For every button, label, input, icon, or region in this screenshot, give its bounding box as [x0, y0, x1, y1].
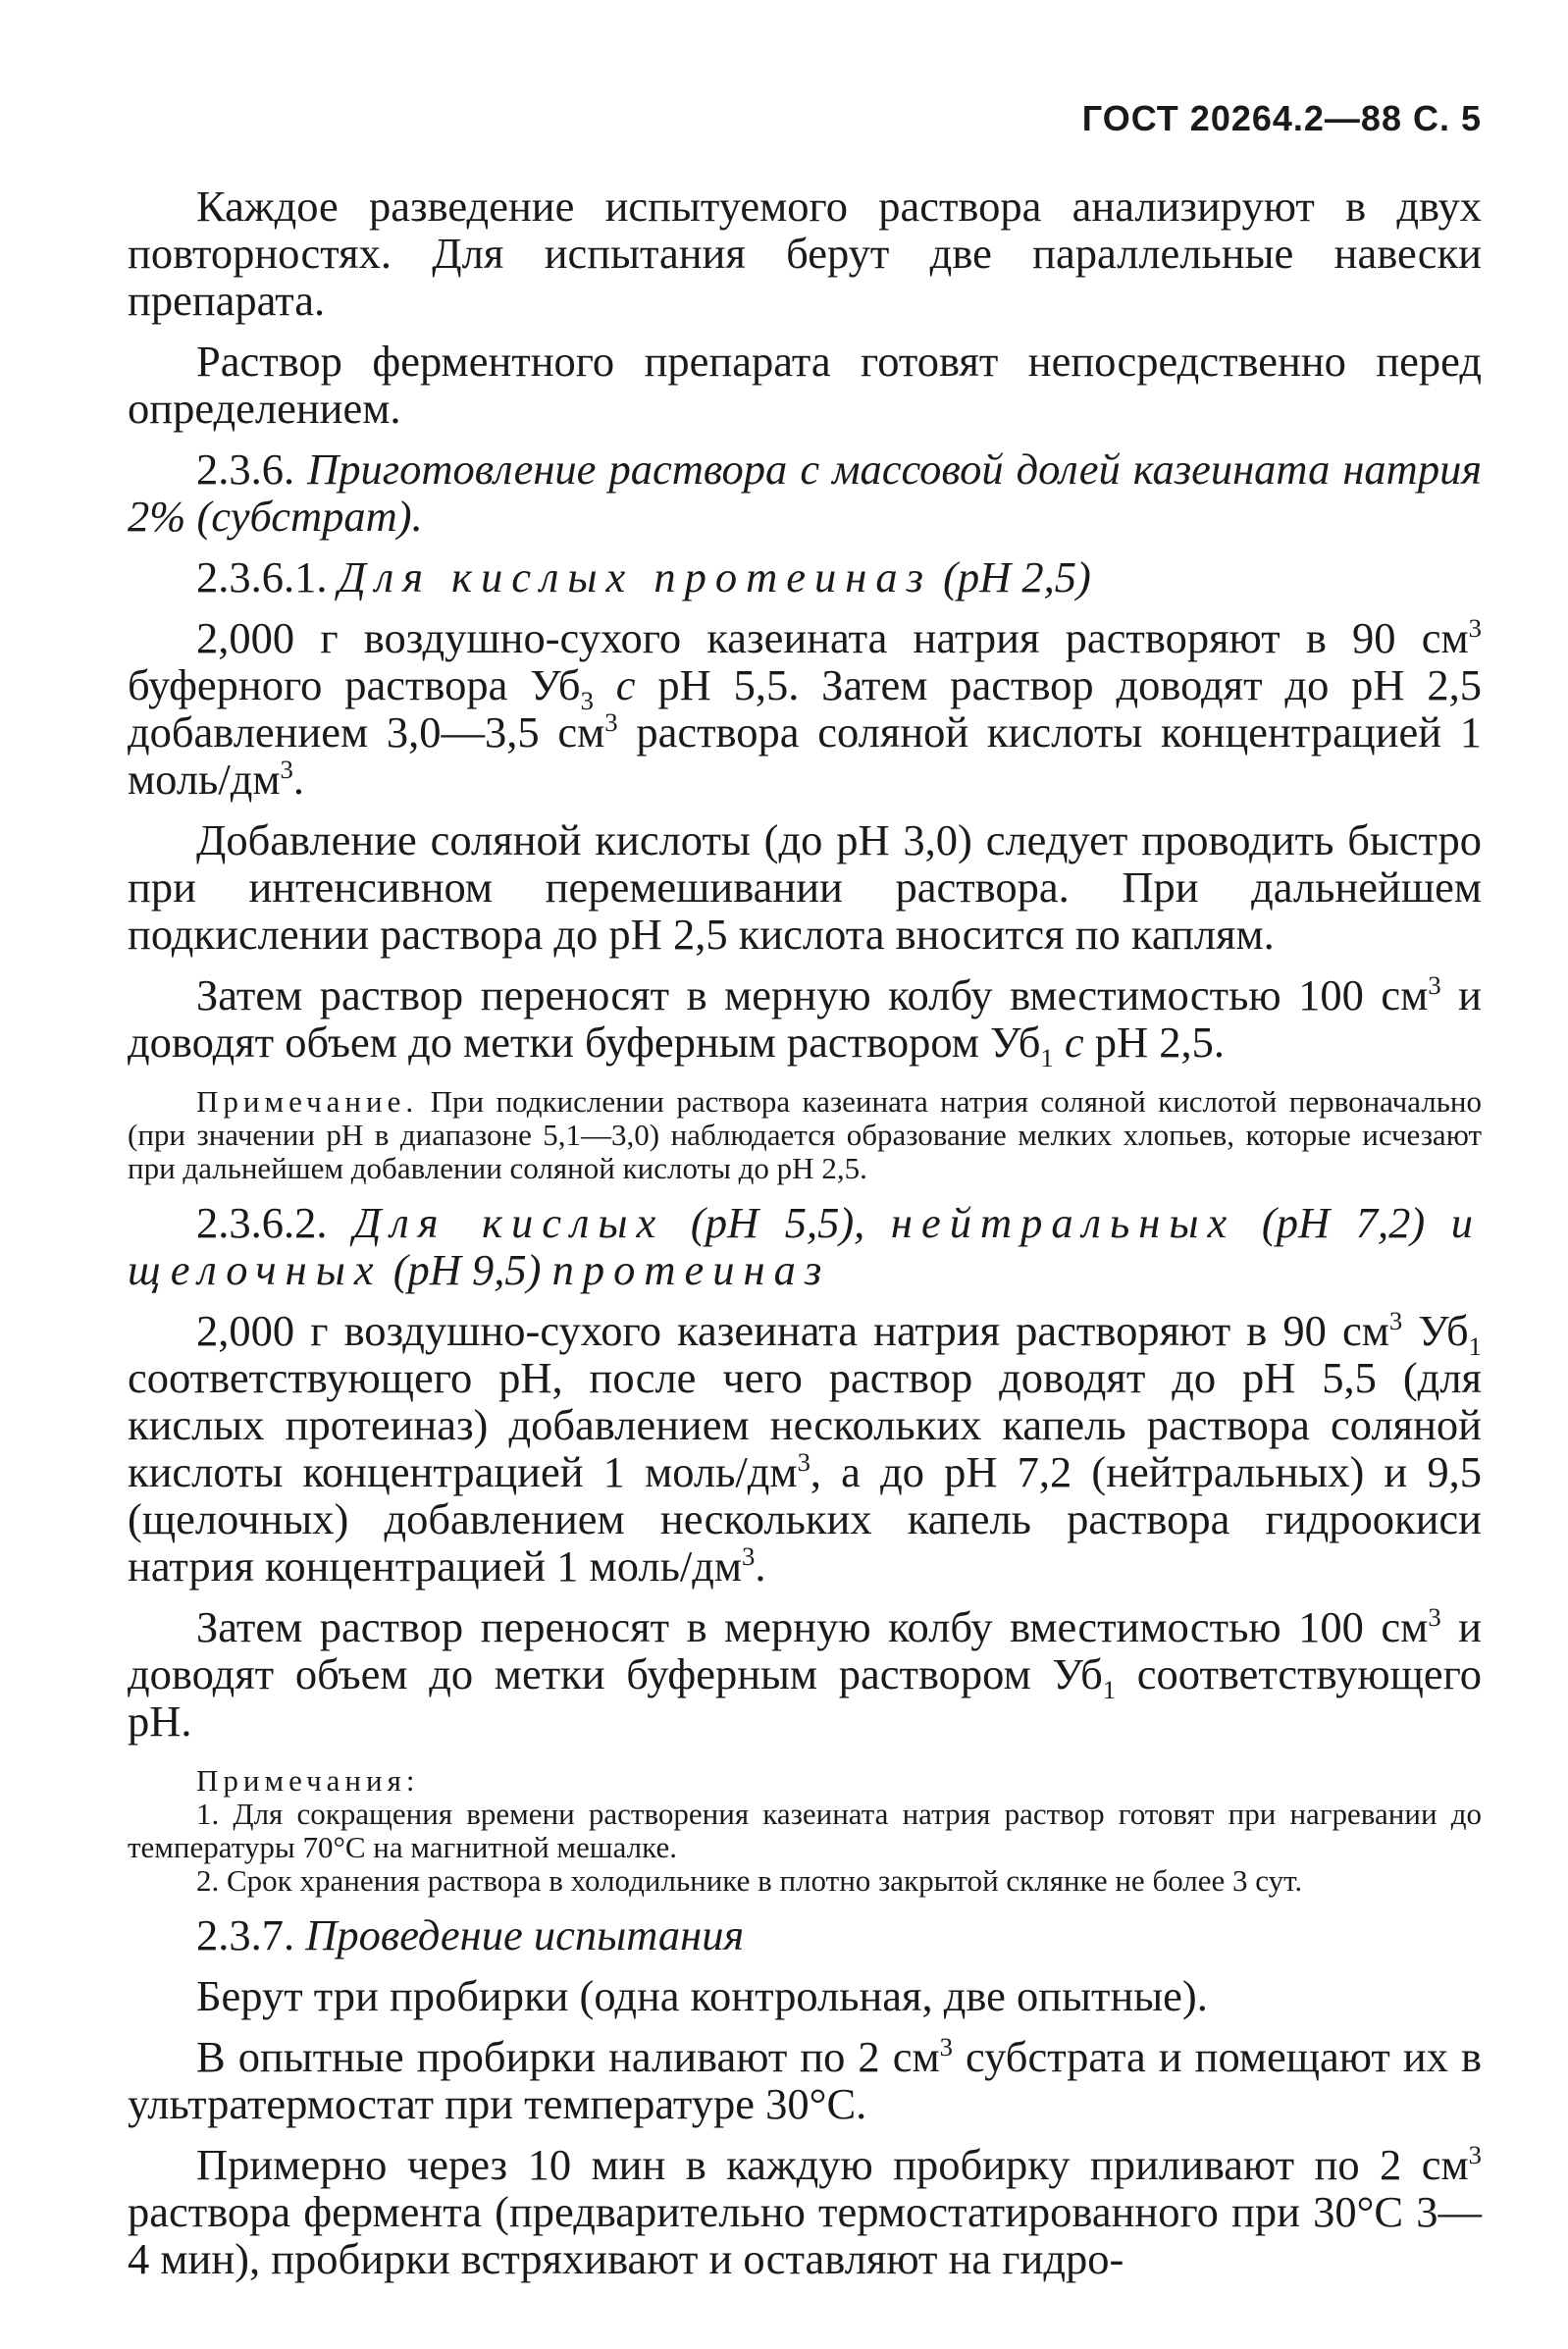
paragraph: 2,000 г воздушно-сухого казеината натрия растворяют в 90 $см^3$ буферного раствора $Уб_3$ с pH 5,5. Затем раствор доводят до pH 2,5 добавлением 3,0—3,5 $см^3$ раствора соляной кислоты концентрацией 1 моль/$дм^3$. — [128, 613, 1483, 804]
note-item-1: 1. Для сокращения времени растворения казеината натрия раствор готовят при нагревании до температуры 70°С на магнитной мешалке. — [128, 1797, 1482, 1864]
paragraph: Раствор ферментного препарата готовят непосредственно перед определением. — [128, 337, 1482, 433]
note: Примечание. При подкислении раствора казеината натрия соляной кислотой первоначально (при значении pH в диапазоне 5,1—3,0) наблюдается образование мелких хлопьев, которые исчезают при дальнейшем добавлении соляной кислоты до pH 2,5. — [128, 1084, 1482, 1185]
note-item-2: 2. Срок хранения раствора в холодильнике в плотно закрытой склянке не более 3 сут. — [196, 1863, 1303, 1898]
paragraph: Затем раствор переносят в мерную колбу вместимостью 100 $см^3$ и доводят объем до метки буферным раствором $Уб_1$ соответствующего pH. — [128, 1602, 1482, 1746]
section-heading-2-3-7: 2.3.7. Проведение испытания — [196, 1910, 745, 1959]
paragraph: Затем раствор переносят в мерную колбу вместимостью 100 $см^3$ и доводят объем до метки буферным раствором $Уб_1$ с pH 2,5. — [128, 970, 1482, 1072]
paragraph: Примерно через 10 мин в каждую пробирку приливают по 2 $см^3$ раствора фермента (предварительно термостатированного при 30°С 3—4 мин), пробирки встряхивают и оставляют на гидро- — [128, 2140, 1482, 2283]
paragraph: Берут три пробирки (одна контрольная, две опытные). — [196, 1971, 1208, 2020]
section-heading-2-3-6-2: 2.3.6.2. Для кислых (pH 5,5), нейтральных (pH 7,2) и щелочных (pH 9,5) протеиназ — [128, 1198, 1483, 1294]
notes-label: Примечания: — [196, 1763, 420, 1798]
paragraph: В опытные пробирки наливают по 2 $см^3$ субстрата и помещают их в ультратермостат при температуре 30°С. — [128, 2032, 1482, 2128]
paragraph: Добавление соляной кислоты (до pH 3,0) следует проводить быстро при интенсивном перемешивании раствора. При дальнейшем подкислении раствора до pH 2,5 кислота вносится по каплям. — [128, 815, 1482, 959]
section-heading-2-3-6-1: 2.3.6.1. Для кислых протеиназ (pH 2,5) — [196, 552, 1091, 601]
paragraph: 2,000 г воздушно-сухого казеината натрия растворяют в 90 $см^3$ $Уб_1$ соответствующего pH, после чего раствор доводят до pH 5,5 (для кислых протеиназ) добавлением нескольких капель раствора соляной кислоты концентрацией 1 моль/$дм^3$, а до pH 7,2 (нейтральных) и 9,5 (щелочных) добавлением нескольких капель раствора гидроокиси натрия концентрацией 1 моль/$дм^3$. — [128, 1306, 1482, 1591]
section-heading-2-3-6: 2.3.6. Приготовление раствора с массовой долей казеината натрия 2% (субстрат). — [128, 444, 1483, 541]
page-header: ГОСТ 20264.2—88 С. 5 — [1081, 98, 1482, 138]
paragraph: Каждое разведение испытуемого раствора анализируют в двух повторностях. Для испытания берут две параллельные навески препарата. — [128, 182, 1482, 325]
document-page — [128, 98, 1482, 2282]
